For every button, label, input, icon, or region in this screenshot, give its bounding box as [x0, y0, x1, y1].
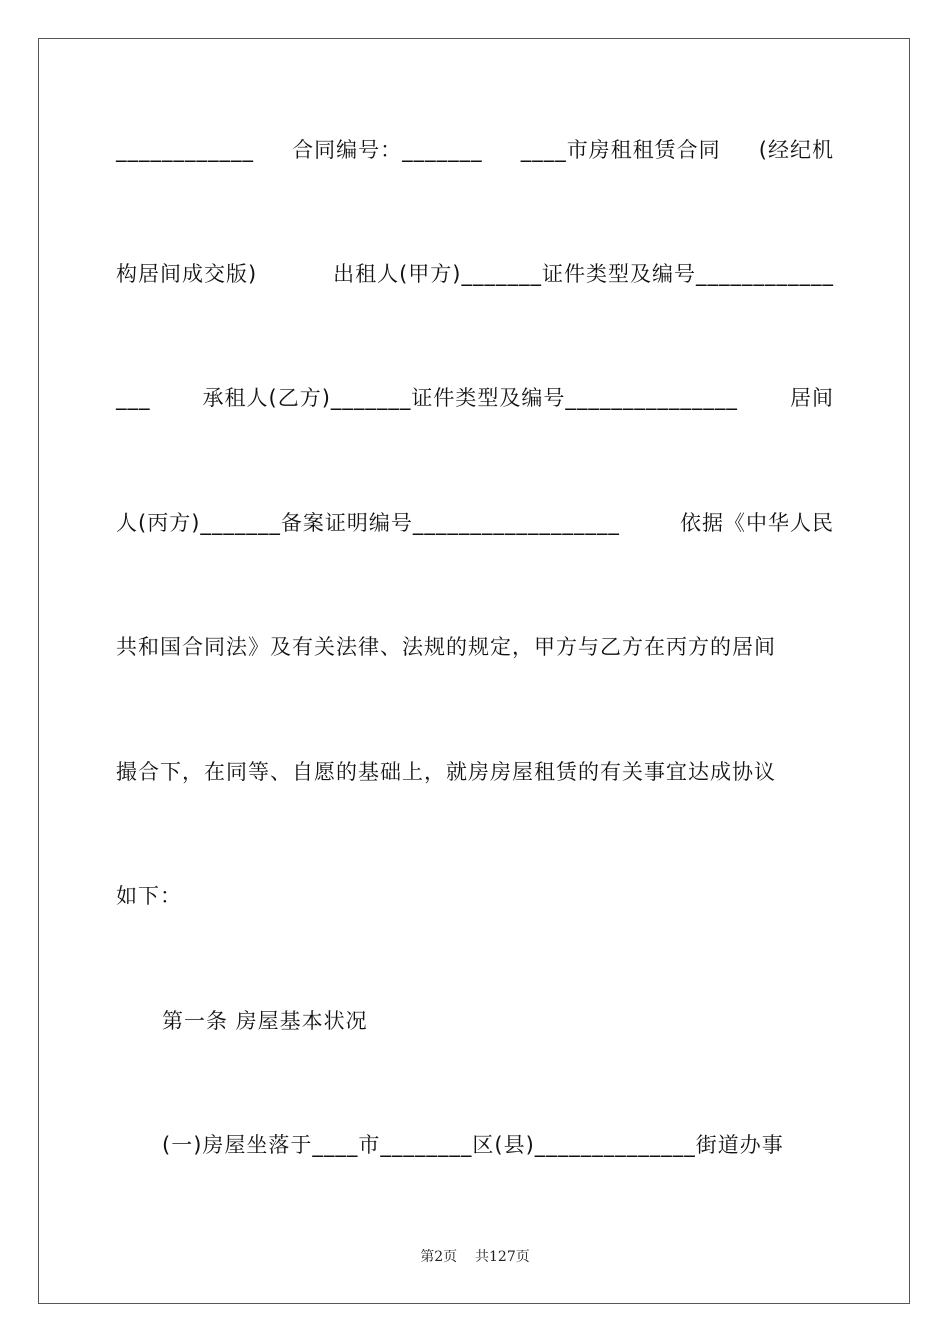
text-segment: 居间	[789, 386, 834, 410]
text-segment: ___	[116, 386, 151, 410]
text-segment: ____________	[116, 138, 254, 162]
text-segment: 撮合下，在同等、自愿的基础上，就房房屋租赁的有关事宜达成协议	[116, 760, 776, 784]
text-segment: 构居间成交版)	[116, 262, 258, 286]
page-number: 第2页	[420, 1249, 458, 1265]
text-segment: 如下：	[116, 884, 182, 908]
text-segment: 合同编号：_______	[292, 138, 483, 162]
article-title-text: 第一条 房屋基本状况	[162, 1009, 368, 1033]
page-border	[38, 38, 910, 1304]
clause-1-text: (一)房屋坐落于____市________区(县)______________街道办事	[162, 1133, 784, 1157]
text-segment: 出租人(甲方)_______证件类型及编号____________	[333, 262, 834, 286]
text-line-2	[116, 254, 834, 294]
article-title	[162, 1001, 834, 1041]
text-segment: 依据《中华人民	[680, 511, 834, 535]
page-total: 共127页	[475, 1249, 530, 1265]
text-segment: ____市房租租赁合同	[520, 138, 721, 162]
text-segment: 承租人(乙方)_______证件类型及编号_______________	[202, 386, 738, 410]
text-line-1	[116, 130, 834, 170]
text-line-4	[116, 503, 834, 543]
text-line-7	[116, 876, 834, 916]
text-line-6	[116, 752, 834, 792]
text-line-5	[116, 627, 834, 667]
page-footer	[0, 1246, 950, 1266]
text-segment: 人(丙方)_______备案证明编号__________________	[116, 511, 620, 535]
text-segment: (经纪机	[758, 138, 834, 162]
text-line-3	[116, 378, 834, 418]
clause-1	[162, 1125, 834, 1165]
text-segment: 共和国合同法》及有关法律、法规的规定，甲方与乙方在丙方的居间	[116, 635, 776, 659]
